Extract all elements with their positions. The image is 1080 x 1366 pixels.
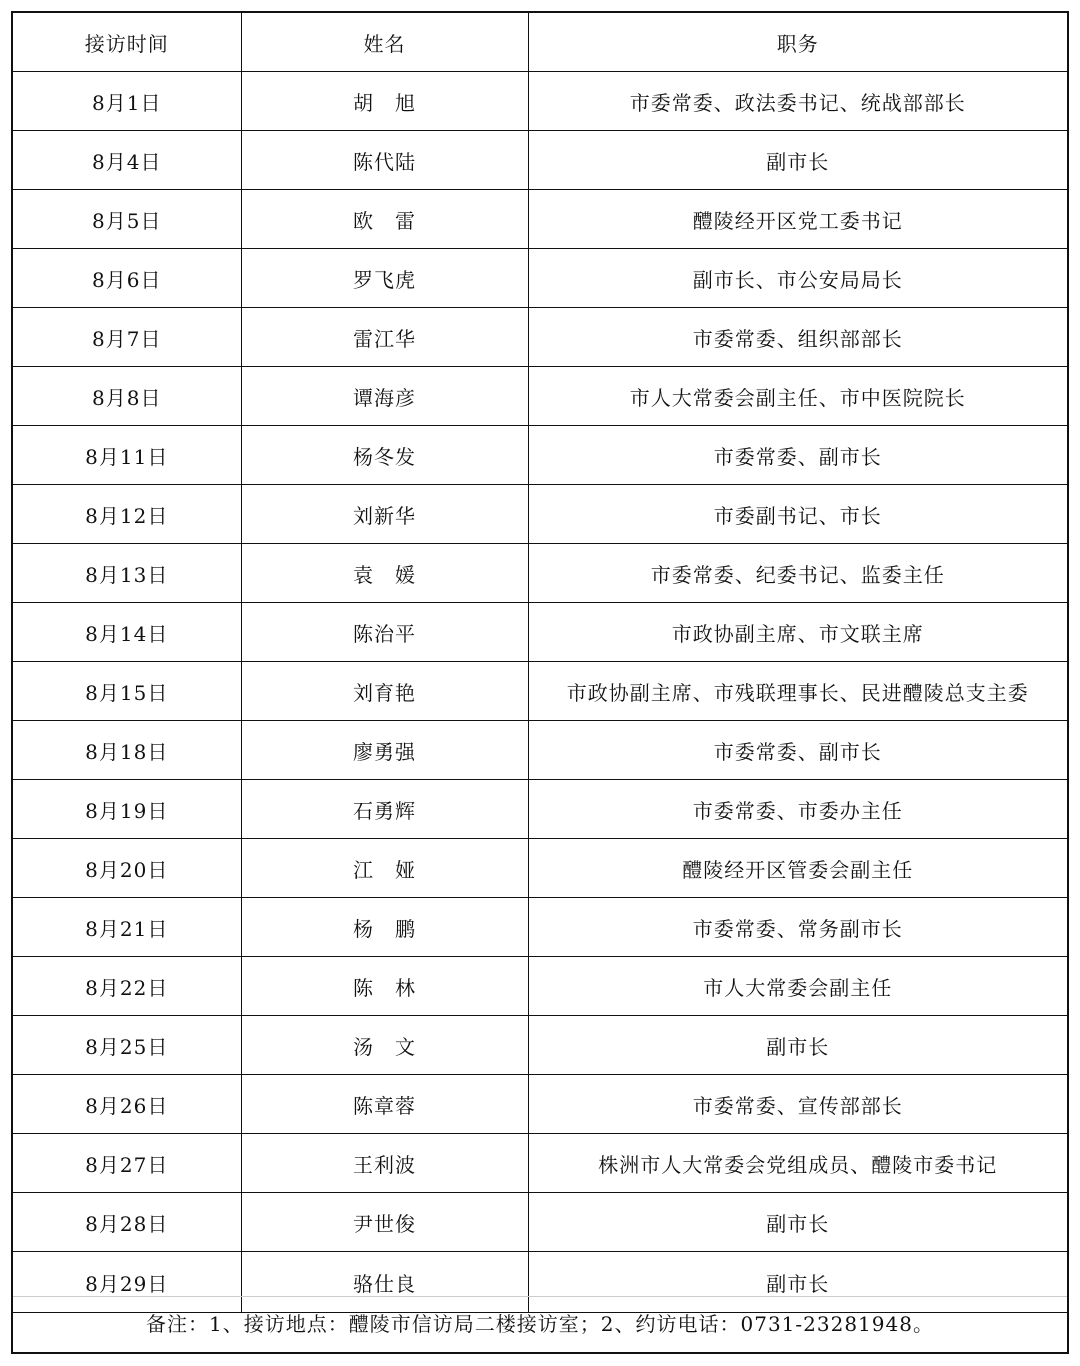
header-name: 姓名 <box>241 13 528 72</box>
cell-title: 副市长、市公安局局长 <box>528 249 1067 308</box>
table-row <box>13 1193 1067 1252</box>
cell-title: 副市长 <box>528 1016 1067 1075</box>
cell-title: 市人大常委会副主任、市中医院院长 <box>528 367 1067 426</box>
table-row <box>13 1016 1067 1075</box>
cell-name: 刘育艳 <box>241 662 528 721</box>
table-row <box>13 426 1067 485</box>
table-row <box>13 662 1067 721</box>
reception-schedule-table <box>13 13 1067 1313</box>
table-row <box>13 308 1067 367</box>
cell-title: 市人大常委会副主任 <box>528 957 1067 1016</box>
cell-date: 8月4日 <box>13 131 241 190</box>
table-row <box>13 780 1067 839</box>
cell-title: 市委常委、组织部部长 <box>528 308 1067 367</box>
cell-name: 刘新华 <box>241 485 528 544</box>
cell-title: 副市长 <box>528 1252 1067 1313</box>
cell-title: 醴陵经开区管委会副主任 <box>528 839 1067 898</box>
cell-title: 市委常委、政法委书记、统战部部长 <box>528 72 1067 131</box>
table-header-row <box>13 13 1067 72</box>
table-row <box>13 190 1067 249</box>
cell-title: 株洲市人大常委会党组成员、醴陵市委书记 <box>528 1134 1067 1193</box>
cell-date: 8月28日 <box>13 1193 241 1252</box>
cell-date: 8月18日 <box>13 721 241 780</box>
cell-date: 8月25日 <box>13 1016 241 1075</box>
cell-name: 石勇辉 <box>241 780 528 839</box>
cell-name: 杨 鹏 <box>241 898 528 957</box>
cell-date: 8月21日 <box>13 898 241 957</box>
table-row <box>13 249 1067 308</box>
table-row <box>13 544 1067 603</box>
cell-title: 市政协副主席、市文联主席 <box>528 603 1067 662</box>
cell-date: 8月22日 <box>13 957 241 1016</box>
cell-name: 谭海彦 <box>241 367 528 426</box>
cell-name: 欧 雷 <box>241 190 528 249</box>
cell-name: 汤 文 <box>241 1016 528 1075</box>
cell-date: 8月1日 <box>13 72 241 131</box>
cell-title: 市委常委、宣传部部长 <box>528 1075 1067 1134</box>
cell-date: 8月15日 <box>13 662 241 721</box>
cell-date: 8月12日 <box>13 485 241 544</box>
cell-date: 8月27日 <box>13 1134 241 1193</box>
cell-date: 8月29日 <box>13 1252 241 1313</box>
cell-date: 8月5日 <box>13 190 241 249</box>
table-row <box>13 603 1067 662</box>
header-date: 接访时间 <box>13 13 241 72</box>
cell-name: 廖勇强 <box>241 721 528 780</box>
cell-name: 陈代陆 <box>241 131 528 190</box>
table-row <box>13 367 1067 426</box>
footnote: 备注：1、接访地点：醴陵市信访局二楼接访室；2、约访电话：0731-23281948。 <box>13 1296 1067 1352</box>
table-row <box>13 485 1067 544</box>
cell-title: 市委常委、纪委书记、监委主任 <box>528 544 1067 603</box>
cell-name: 尹世俊 <box>241 1193 528 1252</box>
cell-name: 袁 媛 <box>241 544 528 603</box>
cell-date: 8月6日 <box>13 249 241 308</box>
cell-name: 雷江华 <box>241 308 528 367</box>
cell-title: 市委常委、副市长 <box>528 426 1067 485</box>
table-row <box>13 957 1067 1016</box>
cell-date: 8月7日 <box>13 308 241 367</box>
table-row <box>13 72 1067 131</box>
cell-title: 市委常委、副市长 <box>528 721 1067 780</box>
cell-name: 陈治平 <box>241 603 528 662</box>
cell-name: 江 娅 <box>241 839 528 898</box>
table-row <box>13 1134 1067 1193</box>
cell-title: 市委常委、常务副市长 <box>528 898 1067 957</box>
cell-title: 副市长 <box>528 131 1067 190</box>
cell-date: 8月8日 <box>13 367 241 426</box>
cell-date: 8月19日 <box>13 780 241 839</box>
cell-name: 陈 林 <box>241 957 528 1016</box>
cell-title: 市政协副主席、市残联理事长、民进醴陵总支主委 <box>528 662 1067 721</box>
table-row <box>13 721 1067 780</box>
cell-title: 醴陵经开区党工委书记 <box>528 190 1067 249</box>
cell-date: 8月11日 <box>13 426 241 485</box>
cell-name: 王利波 <box>241 1134 528 1193</box>
cell-date: 8月20日 <box>13 839 241 898</box>
cell-name: 胡 旭 <box>241 72 528 131</box>
cell-title: 市委常委、市委办主任 <box>528 780 1067 839</box>
cell-title: 副市长 <box>528 1193 1067 1252</box>
table-row <box>13 1075 1067 1134</box>
table-row <box>13 839 1067 898</box>
cell-date: 8月13日 <box>13 544 241 603</box>
cell-name: 杨冬发 <box>241 426 528 485</box>
table-row <box>13 898 1067 957</box>
cell-name: 骆仕良 <box>241 1252 528 1313</box>
table-row <box>13 131 1067 190</box>
header-title: 职务 <box>528 13 1067 72</box>
cell-date: 8月26日 <box>13 1075 241 1134</box>
cell-date: 8月14日 <box>13 603 241 662</box>
schedule-table-container <box>11 11 1069 1354</box>
cell-name: 罗飞虎 <box>241 249 528 308</box>
cell-name: 陈章蓉 <box>241 1075 528 1134</box>
cell-title: 市委副书记、市长 <box>528 485 1067 544</box>
